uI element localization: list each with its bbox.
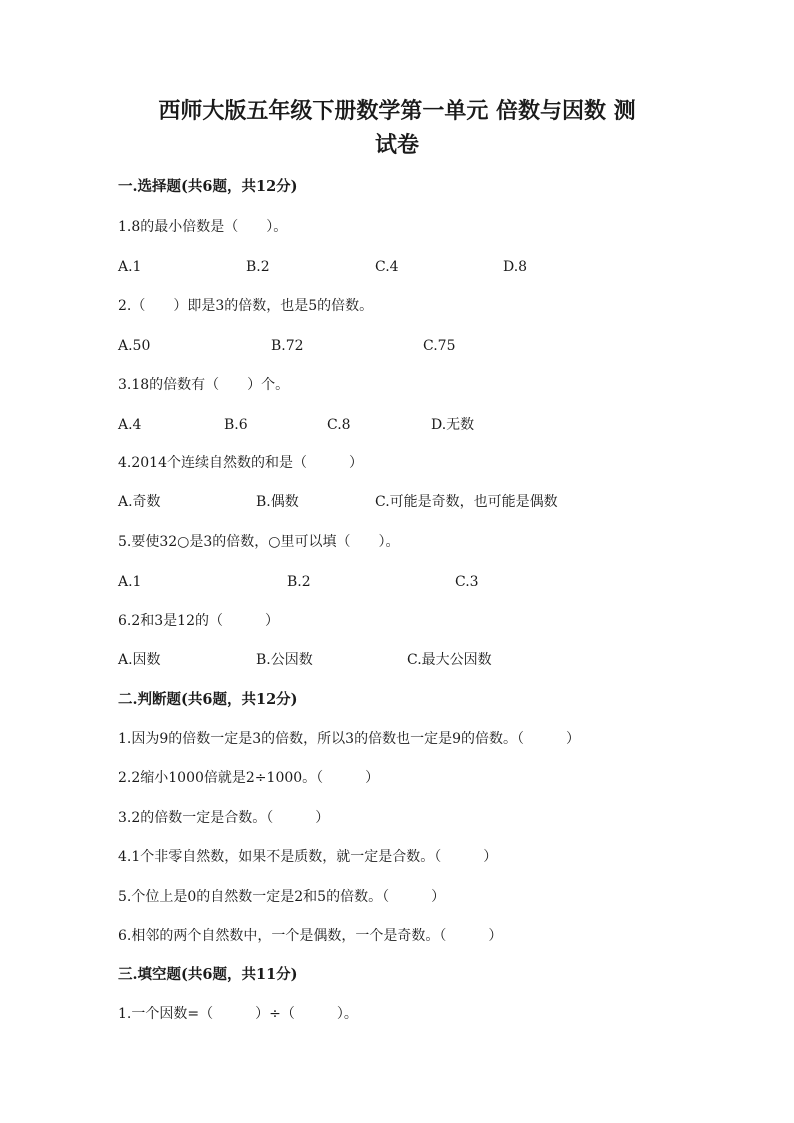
page-title-line-2: 试卷 [374, 132, 419, 158]
question-text: 2.2缩小1000倍就是2÷1000。（ ） [118, 770, 380, 786]
question-text: 6.相邻的两个自然数中，一个是偶数，一个是奇数。（ ） [118, 928, 503, 944]
option-a: A.4 [118, 417, 142, 433]
question-text: 6.2和3是12的（ ） [118, 613, 279, 629]
option-d: D.8 [503, 259, 528, 275]
option-a: A.奇数 [118, 494, 161, 510]
option-a: A.因数 [118, 652, 161, 668]
question-text: 5.个位上是0的自然数一定是2和5的倍数。（ ） [118, 889, 446, 905]
question-text: 1.因为9的倍数一定是3的倍数，所以3的倍数也一定是9的倍数。（ ） [118, 731, 580, 747]
question-text: 1.一个因数=（ ）÷（ ）。 [118, 1006, 358, 1022]
option-b: B.2 [246, 259, 270, 275]
question-text: 1.8的最小倍数是（ ）。 [118, 219, 288, 235]
option-b: B.2 [287, 574, 311, 590]
question-text: 4.2014个连续自然数的和是（ ） [118, 455, 363, 471]
section-heading-judgment: 二.判断题(共6题，共12分) [118, 691, 298, 708]
section-heading-choice: 一.选择题(共6题，共12分) [118, 178, 298, 195]
question-text: 2.（ ）即是3的倍数，也是5的倍数。 [118, 298, 374, 314]
section-heading-fill-in: 三.填空题(共6题，共11分) [118, 966, 298, 983]
option-b: B.72 [271, 338, 304, 354]
option-c: C.3 [455, 574, 479, 590]
option-d: D.无数 [431, 417, 475, 433]
option-b: B.6 [224, 417, 248, 433]
question-text: 5.要使32○是3的倍数，○里可以填（ ）。 [118, 534, 400, 550]
page-title-line-1: 西师大版五年级下册数学第一单元 倍数与因数 测 [158, 98, 636, 124]
option-b: B.公因数 [256, 652, 313, 668]
option-a: A.1 [118, 574, 142, 590]
option-c: C.75 [423, 338, 456, 354]
option-c: C.8 [327, 417, 351, 433]
question-text: 3.18的倍数有（ ）个。 [118, 377, 290, 393]
option-c: C.最大公因数 [407, 652, 492, 668]
option-c: C.可能是奇数，也可能是偶数 [375, 494, 558, 510]
option-c: C.4 [375, 259, 399, 275]
option-b: B.偶数 [256, 494, 299, 510]
option-a: A.50 [118, 338, 151, 354]
question-text: 3.2的倍数一定是合数。（ ） [118, 810, 330, 826]
question-text: 4.1个非零自然数，如果不是质数，就一定是合数。（ ） [118, 849, 498, 865]
option-a: A.1 [118, 259, 142, 275]
